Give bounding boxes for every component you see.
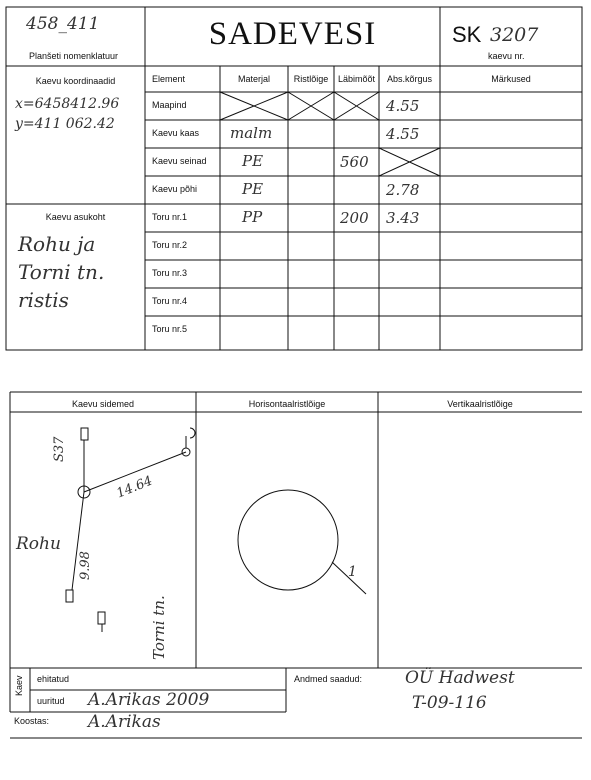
table-row-label: Toru nr.4 [152, 296, 188, 306]
table-row-label: Kaevu põhi [152, 184, 198, 194]
col-header-element: Element [152, 74, 186, 84]
table-row-label: Toru nr.5 [152, 324, 188, 334]
material-pohi: PE [242, 180, 264, 198]
sketch-distance-right: 14.64 [114, 473, 155, 502]
sheet-number: 458_411 [26, 14, 100, 34]
kaev-label: Kaev [14, 675, 24, 696]
table-row-label: Kaevu kaas [152, 128, 200, 138]
material-kaas: malm [230, 124, 273, 142]
surveyed-label: uuritud [37, 696, 65, 706]
table-row-label: Toru nr.3 [152, 268, 188, 278]
location-line-3: ristis [18, 288, 69, 312]
vertical-section-label: Vertikaalristlõige [447, 399, 513, 409]
table-row-label: Maapind [152, 100, 187, 110]
coordinate-x: x=6458412.96 [15, 96, 120, 112]
well-number: 3207 [490, 24, 539, 46]
col-header-abs: Abs.kõrgus [386, 74, 433, 84]
location-line-1: Rohu ja [18, 232, 96, 256]
connections-label: Kaevu sidemed [71, 399, 135, 409]
location-line-2: Torni tn. [18, 260, 105, 284]
sketch-street-torni: Torni tn. [150, 595, 168, 660]
diameter-toru1: 200 [340, 209, 369, 227]
col-header-material: Materjal [237, 74, 270, 84]
material-toru1: PP [242, 208, 263, 226]
abs-maapind: 4.55 [386, 97, 420, 115]
well-prefix: SK [452, 22, 482, 47]
coordinates-label: Kaevu koordinaadid [35, 76, 116, 86]
material-seinad: PE [242, 152, 264, 170]
col-header-notes: Märkused [491, 74, 531, 84]
data-from-label: Andmed saadud: [294, 674, 363, 684]
sketch-distance-up: S37 [52, 436, 67, 462]
abs-toru1: 3.43 [386, 209, 420, 227]
page-title: SADEVESI [208, 16, 377, 52]
coordinate-y: y=411 062.42 [15, 116, 115, 132]
built-label: ehitatud [37, 674, 70, 684]
table-row-label: Toru nr.2 [152, 240, 188, 250]
sheet-caption: Planšeti nomenklatuur [29, 51, 119, 61]
pipe-mark: 1 [348, 564, 357, 580]
compiled-label: Koostas: [14, 716, 50, 726]
surveyed-value: A.Arikas 2009 [88, 690, 210, 710]
sketch-distance-down: 9.98 [78, 551, 93, 580]
col-header-diameter: Läbimõõt [337, 74, 376, 84]
table-row-label: Kaevu seinad [152, 156, 207, 166]
compiled-value: A.Arikas [88, 712, 161, 732]
data-from-reference: T-09-116 [412, 693, 487, 713]
col-header-cross: Ristlõige [293, 74, 329, 84]
sketch-street-rohu: Rohu [16, 534, 61, 554]
well-caption: kaevu nr. [488, 51, 525, 61]
table-row-label: Toru nr.1 [152, 212, 188, 222]
location-label: Kaevu asukoht [45, 212, 106, 222]
abs-kaas: 4.55 [386, 125, 420, 143]
diameter-seinad: 560 [340, 153, 369, 171]
data-from-company: OÜ Hadwest [405, 668, 515, 688]
horizontal-section-label: Horisontaalristlõige [248, 399, 326, 409]
abs-pohi: 2.78 [386, 181, 420, 199]
